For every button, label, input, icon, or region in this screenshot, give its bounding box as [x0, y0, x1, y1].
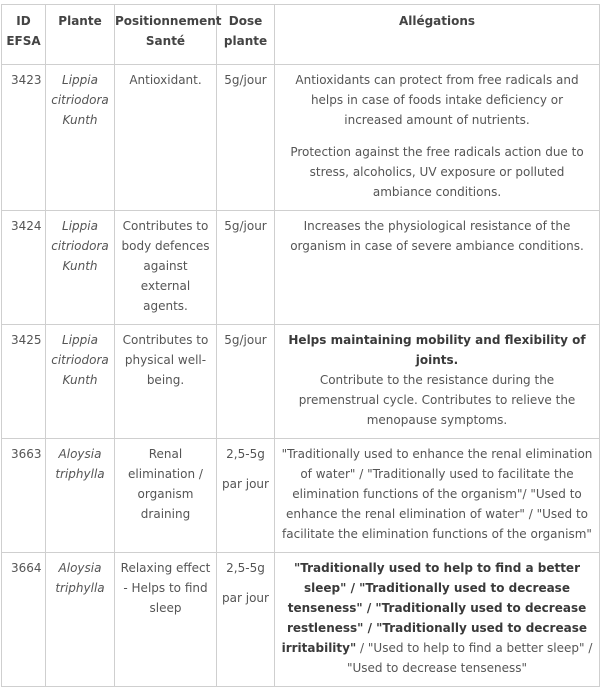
cell-plant — [46, 325, 115, 439]
allegation-text: Contribute to the resistance during the premenstrual cycle. Contributes to relieve the menopause symptoms. — [298, 373, 576, 427]
plant-genus: Lippia — [62, 333, 98, 347]
header-dose-line2: plante — [223, 34, 268, 48]
plant-author: Kunth — [62, 113, 98, 127]
cell-allegations — [275, 325, 600, 439]
cell-plant — [46, 65, 115, 211]
header-allegations — [275, 5, 600, 65]
cell-id: 3425 — [2, 325, 46, 439]
plant-species: citriodora — [51, 239, 109, 253]
header-id-line2: EFSA — [6, 34, 41, 48]
cell-allegations — [275, 439, 600, 553]
plant-author: Kunth — [62, 373, 98, 387]
header-dose — [217, 5, 275, 65]
dose-value: 5g/jour — [224, 333, 267, 347]
allegation-bold-text: Helps maintaining mobility and flexibility of joints. — [288, 333, 586, 367]
cell-plant — [46, 553, 115, 687]
table-row — [2, 439, 600, 553]
plant-genus: Aloysia — [58, 561, 102, 575]
table-row — [2, 65, 600, 211]
cell-dose — [217, 211, 275, 325]
dose-unit: par jour — [222, 477, 269, 491]
header-plante-label: Plante — [58, 14, 102, 28]
paragraph-gap — [281, 130, 593, 142]
header-allegations-label: Allégations — [398, 14, 476, 28]
cell-positioning: Renal elimination / organism draining — [115, 439, 217, 553]
cell-plant — [46, 439, 115, 553]
allegation-text: Protection against the free radicals action due to stress, alcoholics, UV exposure or polluted ambiance conditions. — [290, 145, 584, 199]
cell-dose — [217, 325, 275, 439]
cell-id: 3663 — [2, 439, 46, 553]
plant-species: citriodora — [51, 93, 109, 107]
dose-gap — [217, 578, 274, 588]
plant-genus: Aloysia — [58, 447, 102, 461]
dose-value: 2,5-5g — [226, 561, 265, 575]
allegation-text: Increases the physiological resistance of the organism in case of severe ambiance conditions. — [290, 219, 584, 253]
cell-dose — [217, 65, 275, 211]
plant-genus: Lippia — [62, 219, 98, 233]
dose-gap — [217, 464, 274, 474]
health-claims-table — [1, 4, 600, 687]
plant-species: citriodora — [51, 353, 109, 367]
header-row — [2, 5, 600, 65]
cell-dose — [217, 553, 275, 687]
allegation-text: Antioxidants can protect from free radicals and helps in case of foods intake deficiency or increased amount of nutrients. — [295, 73, 579, 127]
header-plante — [46, 5, 115, 65]
plant-genus: Lippia — [62, 73, 98, 87]
dose-value: 5g/jour — [224, 73, 267, 87]
cell-allegations — [275, 211, 600, 325]
header-id-line1: ID — [16, 14, 31, 28]
header-positionnement — [115, 5, 222, 65]
plant-author: Kunth — [62, 259, 98, 273]
header-id-efsa — [2, 5, 46, 65]
table-row — [2, 325, 600, 439]
table-row — [2, 553, 600, 687]
cell-allegations — [275, 65, 600, 211]
cell-positioning: Contributes to body defences against external agents. — [115, 211, 217, 325]
cell-positioning: Antioxidant. — [115, 65, 217, 211]
cell-id: 3664 — [2, 553, 46, 687]
cell-id: 3423 — [2, 65, 46, 211]
cell-positioning: Relaxing effect - Helps to find sleep — [115, 553, 217, 687]
cell-id: 3424 — [2, 211, 46, 325]
allegation-text: "Traditionally used to enhance the renal elimination of water" / "Traditionally used to facilitate the elimination functions of the organism"/ "Used to enhance the renal elimination of water" / "Used to facilitate the elimination functions of the organism" — [281, 447, 593, 541]
header-dose-line1: Dose — [228, 14, 263, 28]
plant-species: triphylla — [55, 581, 105, 595]
header-pos-line1: Positionnement — [115, 14, 222, 28]
dose-unit: par jour — [222, 591, 269, 605]
header-pos-line2: Santé — [145, 34, 186, 48]
plant-species: triphylla — [55, 467, 105, 481]
allegation-bold-text: "Traditionally used to help to find a better sleep" / "Traditionally used to decrease tenseness" / "Traditionally used to decrease restleness" / "Traditionally used to decrease irritability" — [281, 561, 587, 655]
cell-plant — [46, 211, 115, 325]
table-row — [2, 211, 600, 325]
cell-dose — [217, 439, 275, 553]
allegation-text: / "Used to help to find a better sleep" / "Used to decrease tenseness" — [346, 641, 593, 675]
dose-value: 2,5-5g — [226, 447, 265, 461]
dose-value: 5g/jour — [224, 219, 267, 233]
cell-allegations — [275, 553, 600, 687]
cell-positioning: Contributes to physical well-being. — [115, 325, 217, 439]
